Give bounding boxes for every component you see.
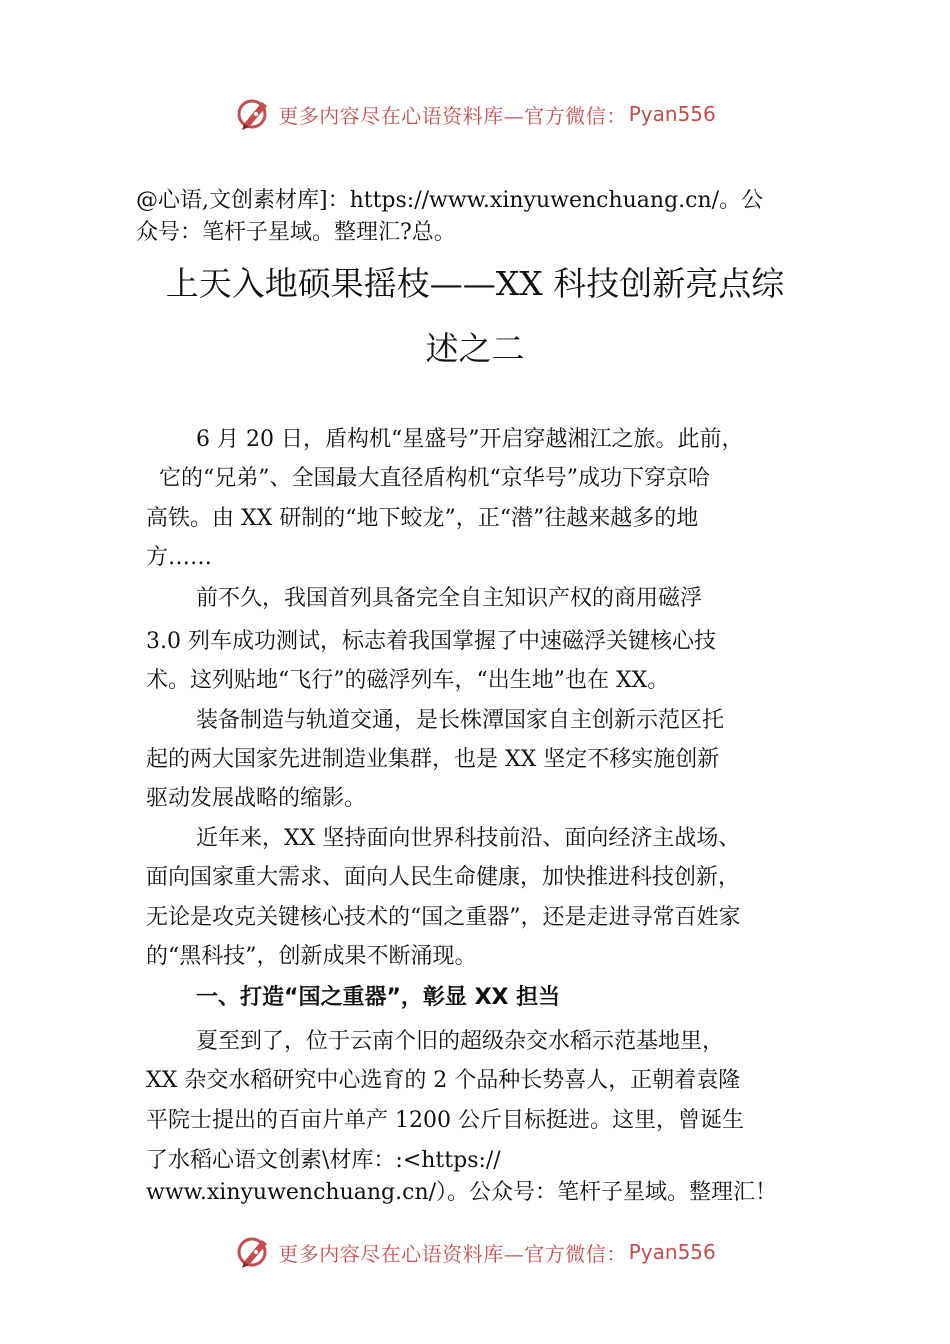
- title-line-2: 述之二: [425, 329, 525, 368]
- paragraph-2-line-2: 3.0 列车成功测试，标志着我国掌握了中速磁浮关键核心技: [146, 629, 716, 654]
- paragraph-3-line-2: 起的两大国家先进制造业集群，也是 XX 坚定不移实施创新: [146, 747, 720, 772]
- pen-logo-icon: [234, 94, 274, 134]
- watermark-banner-top: [0, 92, 950, 136]
- paragraph-1-line-1: 6 月 20 日，盾构机“星盛号”开启穿越湘江之旅。此前，: [196, 427, 744, 452]
- paragraph-3-line-3: 驱动发展战略的缩影。: [146, 786, 367, 811]
- section-paragraph-line-3: 平院士提出的百亩片单产 1200 公斤目标挺进。这里，曾诞生: [146, 1108, 744, 1133]
- pen-logo-icon: [234, 1232, 274, 1272]
- section-paragraph-line-2: XX 杂交水稻研究中心选育的 2 个品种长势喜人，正朝着袁隆: [146, 1068, 741, 1093]
- source-note-line-1: @心语,文创素材库]：https://www.xinyuwenchuang.cn/。公: [136, 188, 764, 213]
- paragraph-3-line-1: 装备制造与轨道交通，是长株潭国家自主创新示范区托: [196, 708, 725, 733]
- title-line-1: 上天入地硕果摇枝——XX 科技创新亮点综: [165, 264, 785, 303]
- paragraph-4-line-2: 面向国家重大需求、面向人民生命健康，加快推进科技创新，: [146, 865, 741, 890]
- paragraph-4-line-1: 近年来，XX 坚持面向世界科技前沿、面向经济主战场、: [196, 826, 741, 851]
- source-note-line-2: 众号：笔杆子星域。整理汇?总。: [136, 220, 456, 245]
- watermark-text: 更多内容尽在心语资料库—官方微信：: [278, 103, 627, 128]
- paragraph-2-line-3: 术。这列贴地“飞行”的磁浮列车，“出生地”也在 XX。: [146, 668, 670, 693]
- section-heading: 一、打造“国之重器”，彰显 XX 担当: [196, 985, 561, 1010]
- paragraph-4-line-4: 的“黑科技”，创新成果不断涌现。: [146, 944, 477, 969]
- section-paragraph-line-5: www.xinyuwenchuang.cn/）。公众号：笔杆子星域。整理汇！: [146, 1180, 778, 1205]
- watermark-id: Pyan556: [628, 102, 716, 126]
- section-paragraph-line-4: 了水稻心语文创素\材库：:<https://: [146, 1148, 501, 1173]
- paragraph-4-line-3: 无论是攻克关键核心技术的“国之重器”，还是走进寻常百姓家: [146, 905, 741, 930]
- paragraph-1-line-4: 方……: [146, 545, 213, 570]
- watermark-inner: [234, 94, 716, 134]
- paragraph-1-line-3: 高铁。由 XX 研制的“地下蛟龙”，正“潜”往越来越多的地: [146, 506, 699, 531]
- watermark-text: 更多内容尽在心语资料库—官方微信：: [278, 1241, 627, 1266]
- paragraph-2-line-1: 前不久，我国首列具备完全自主知识产权的商用磁浮: [196, 586, 703, 611]
- watermark-id: Pyan556: [628, 1240, 716, 1264]
- watermark-inner: [234, 1232, 716, 1272]
- paragraph-1-line-2: 它的“兄弟”、全国最大直径盾构机“京华号”成功下穿京哈: [159, 466, 710, 491]
- watermark-banner-bottom: [0, 1230, 950, 1274]
- section-paragraph-line-1: 夏至到了，位于云南个旧的超级杂交水稻示范基地里，: [196, 1029, 725, 1054]
